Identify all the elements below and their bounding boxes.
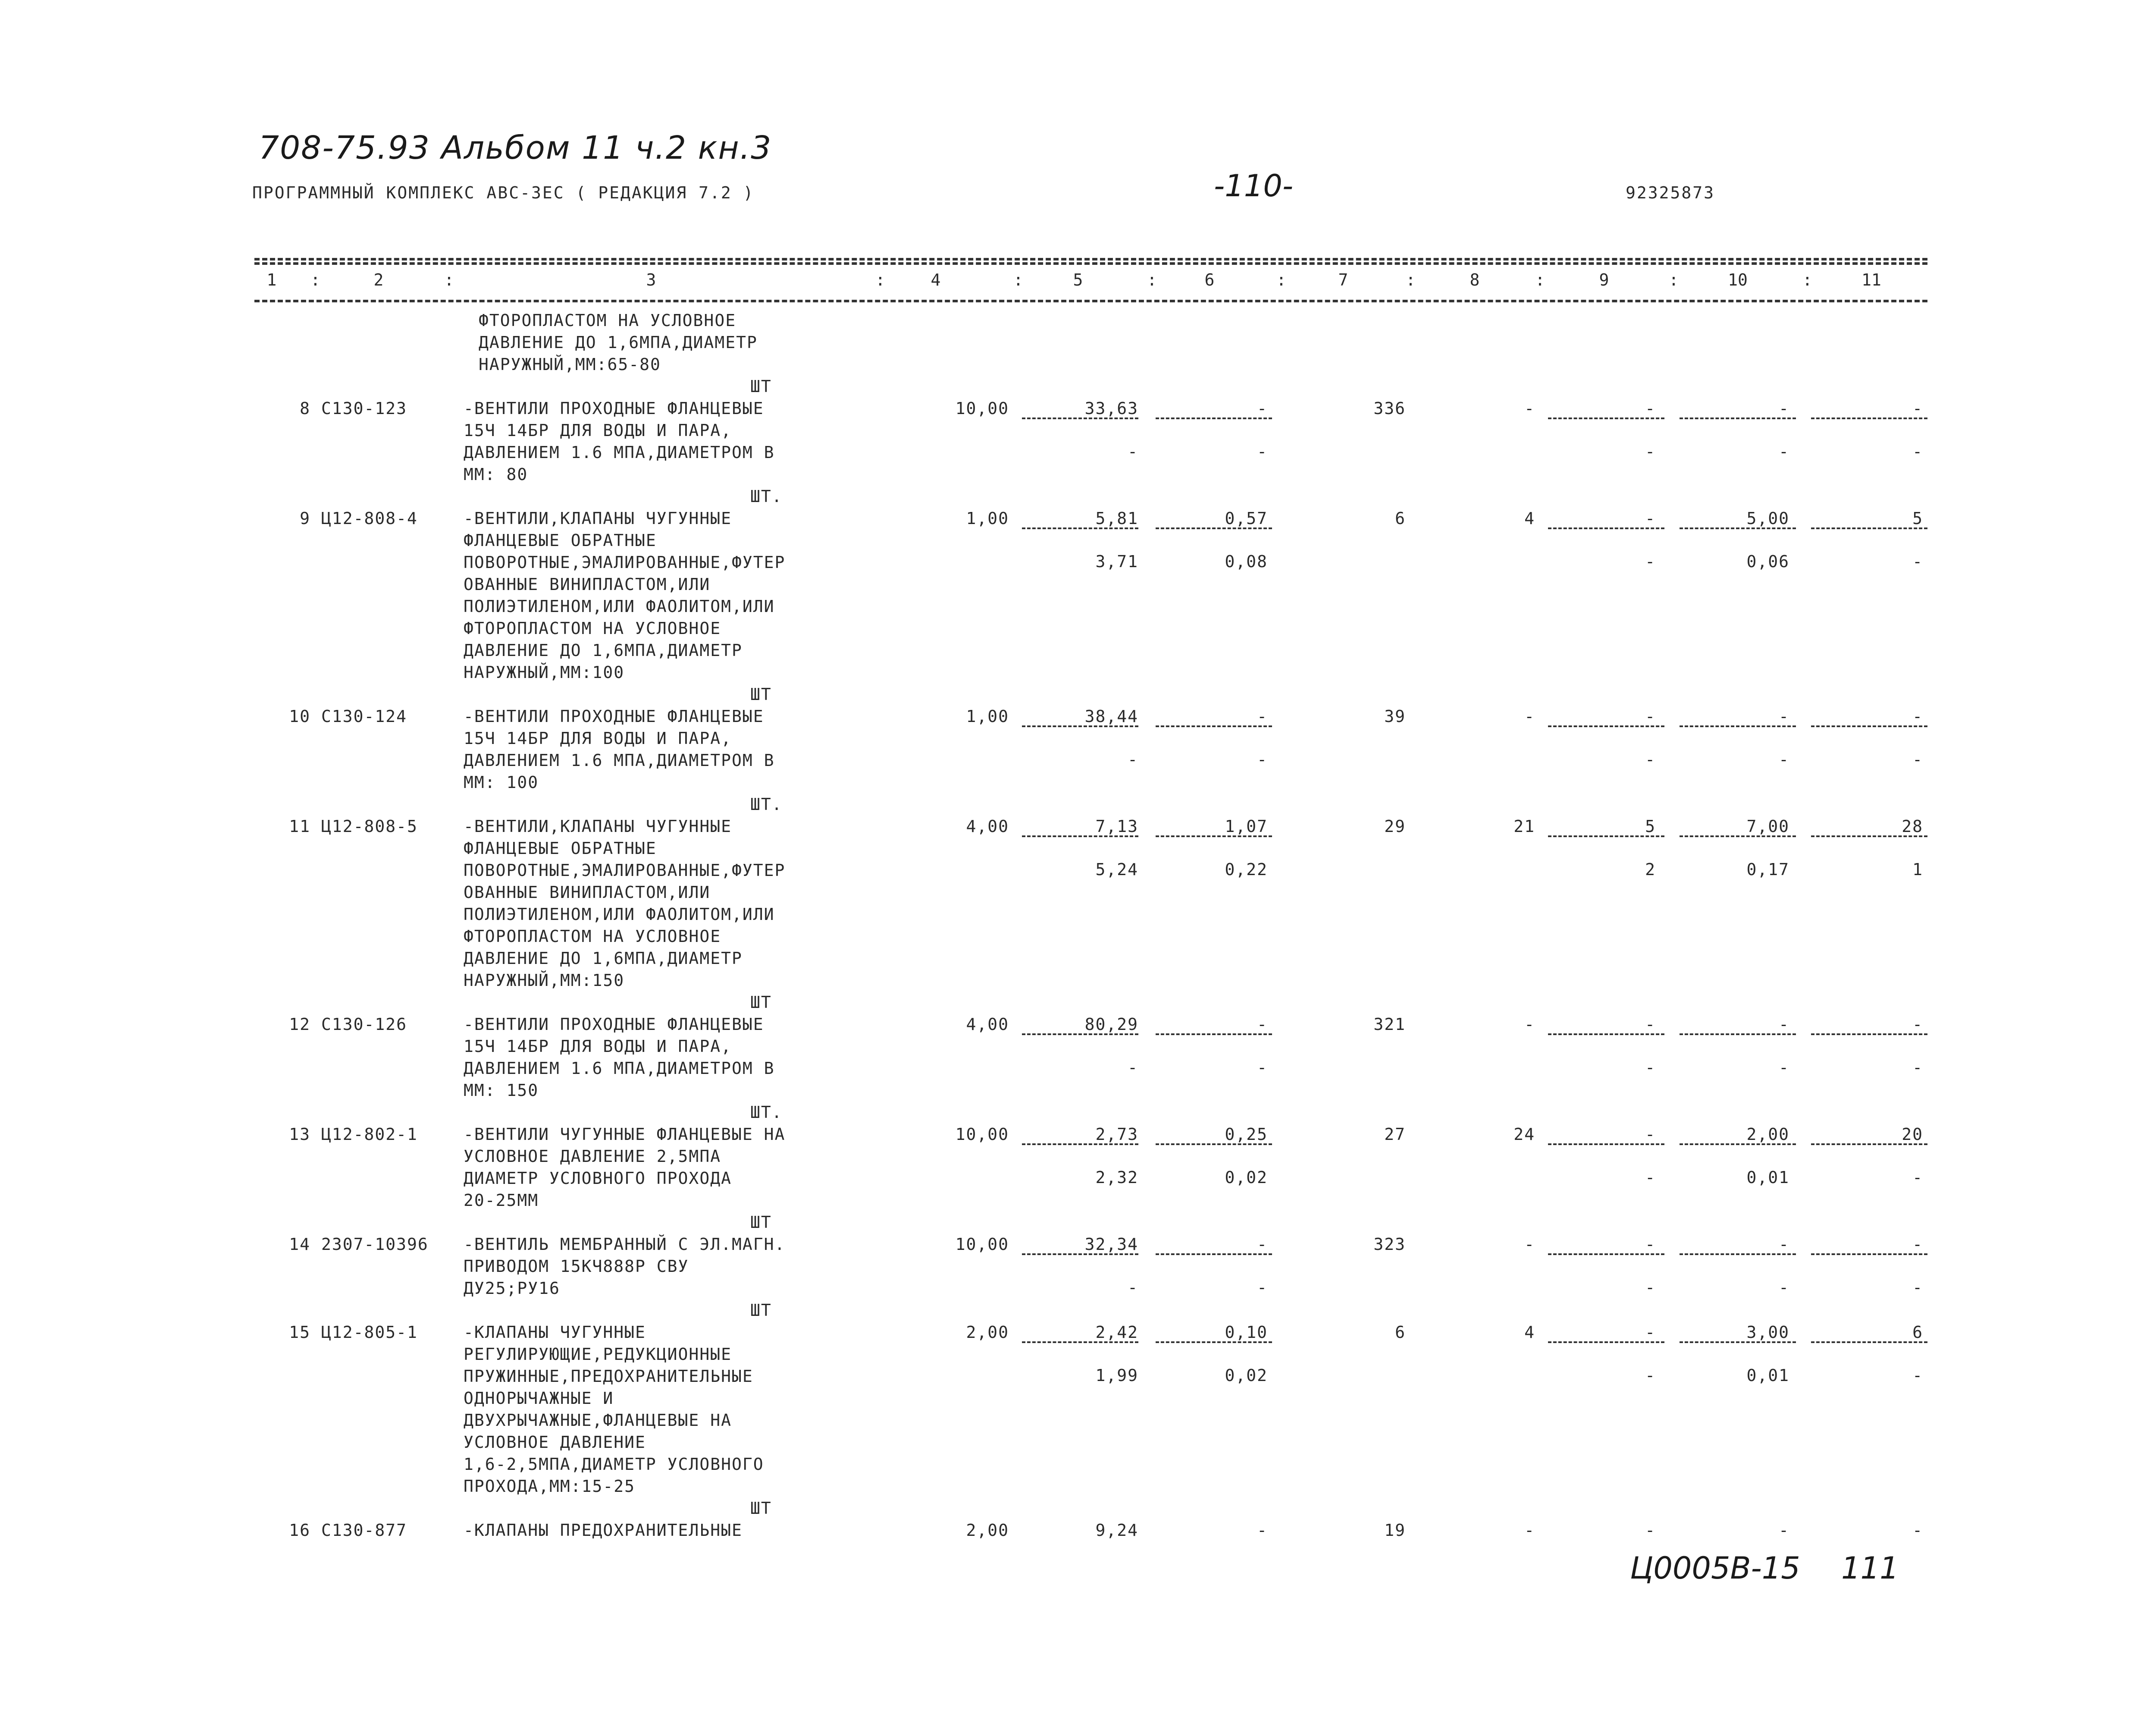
row-description-line: ПОВОРОТНЫЕ,ЭМАЛИРОВАННЫЕ,ФУТЕР [464,861,786,880]
value-c9-bottom: - [1645,552,1656,571]
row-description-line: -ВЕНТИЛИ ПРОХОДНЫЕ ФЛАНЦЕВЫЕ [464,707,764,726]
row-description-line: -ВЕНТИЛИ ЧУГУННЫЕ ФЛАНЦЕВЫЕ НА [464,1125,786,1144]
wages-total: 24 [1514,1125,1535,1144]
value-c6-top: - [1257,1235,1268,1254]
value-c6-top: 0,10 [1225,1323,1268,1342]
value-c6-top: 1,07 [1225,817,1268,836]
total-cost: 19 [1384,1521,1406,1540]
row-number: 16 [289,1521,310,1540]
row-description-line: 1,6-2,5МПА,ДИАМЕТР УСЛОВНОГО [464,1455,764,1474]
row-number: 10 [289,707,310,726]
value-c11-bottom: 1 [1912,860,1923,879]
value-c10-bottom: 0,01 [1746,1366,1789,1385]
cell-divider [1548,1143,1664,1145]
unit-of-measure: ШТ [750,993,772,1012]
value-c10-bottom: - [1779,1278,1789,1297]
value-c10-top: 7,00 [1746,817,1789,836]
value-c9-top: - [1645,707,1656,726]
row-description-line: -ВЕНТИЛИ ПРОХОДНЫЕ ФЛАНЦЕВЫЕ [464,1015,764,1034]
cell-divider [1156,725,1272,727]
cell-divider [1811,527,1927,529]
row-description-line: -КЛАПАНЫ ПРЕДОХРАНИТЕЛЬНЫЕ [464,1521,743,1540]
column-separator: : [1276,270,1286,289]
column-header-8: 8 [1470,270,1480,289]
row-description-line: ДУ25;РУ16 [464,1279,560,1298]
quantity: 2,00 [966,1323,1009,1342]
cell-divider [1156,417,1272,419]
value-c6-bottom: 0,22 [1225,860,1268,879]
value-c5-top: 80,29 [1084,1015,1138,1034]
value-c11-bottom: - [1912,442,1923,461]
cell-divider [1022,417,1138,419]
row-description-line: ММ: 150 [464,1081,539,1100]
cell-divider [1811,1341,1927,1343]
column-separator: : [310,270,320,289]
value-c9-bottom: - [1645,1366,1656,1385]
price-code: С130-126 [321,1015,407,1034]
value-c11-bottom: - [1912,1058,1923,1077]
value-c5-top: 38,44 [1084,707,1138,726]
unit-of-measure: ШТ. [750,487,783,506]
row-description-line: ПРОХОДА,ММ:15-25 [464,1477,636,1496]
row-description-line: ДВУХРЫЧАЖНЫЕ,ФЛАНЦЕВЫЕ НА [464,1411,732,1430]
value-c10-top: - [1779,1521,1789,1540]
value-c10-top: 5,00 [1746,509,1789,528]
price-code: Ц12-808-4 [321,509,418,528]
row-number: 15 [289,1323,310,1342]
price-code: Ц12-805-1 [321,1323,418,1342]
cell-divider [1811,1033,1927,1035]
unit-of-measure: ШТ. [750,795,783,814]
row-description-line: -ВЕНТИЛЬ МЕМБРАННЫЙ С ЭЛ.МАГН. [464,1235,786,1254]
row-description-line: -ВЕНТИЛИ ПРОХОДНЫЕ ФЛАНЦЕВЫЕ [464,399,764,418]
value-c5-bottom: - [1128,1058,1138,1077]
total-cost: 39 [1384,707,1406,726]
cell-divider [1548,1253,1664,1255]
cell-divider [1156,527,1272,529]
quantity: 1,00 [966,707,1009,726]
value-c6-top: - [1257,1015,1268,1034]
row-description-line: ФТОРОПЛАСТОМ НА УСЛОВНОЕ [464,619,721,638]
document-number: 92325873 [1626,183,1715,202]
quantity: 4,00 [966,1015,1009,1034]
cell-divider [1680,725,1796,727]
row-description-line: ПОЛИЭТИЛЕНОМ,ИЛИ ФАОЛИТОМ,ИЛИ [464,905,775,924]
column-header-10: 10 [1728,270,1748,289]
quantity: 10,00 [955,1235,1009,1254]
row-description-line: НАРУЖНЫЙ,ММ:100 [464,663,625,682]
value-c10-top: - [1779,1235,1789,1254]
wages-total: - [1524,1015,1535,1034]
cell-divider [1548,1341,1664,1343]
row-number: 8 [300,399,310,418]
quantity: 10,00 [955,399,1009,418]
row-description-line: ФЛАНЦЕВЫЕ ОБРАТНЫЕ [464,531,657,550]
cell-divider [1680,1033,1796,1035]
value-c11-bottom: - [1912,1168,1923,1187]
cell-divider [1680,835,1796,837]
value-c9-top: - [1645,1125,1656,1144]
value-c11-top: 5 [1912,509,1923,528]
value-c9-top: - [1645,509,1656,528]
value-c9-top: - [1645,1323,1656,1342]
value-c6-bottom: - [1257,442,1268,461]
row-description-line: ПОВОРОТНЫЕ,ЭМАЛИРОВАННЫЕ,ФУТЕР [464,553,786,572]
total-cost: 27 [1384,1125,1406,1144]
price-code: С130-123 [321,399,407,418]
cell-divider [1548,417,1664,419]
value-c10-top: 2,00 [1746,1125,1789,1144]
column-separator: : [1406,270,1416,289]
row-description-line: ФЛАНЦЕВЫЕ ОБРАТНЫЕ [464,839,657,858]
column-separator: : [1669,270,1679,289]
row-number: 12 [289,1015,310,1034]
table-top-rule-2 [254,262,1927,265]
column-separator: : [1013,270,1023,289]
value-c6-top: 0,25 [1225,1125,1268,1144]
cell-divider [1022,1341,1138,1343]
unit-of-measure: ШТ. [750,1103,783,1122]
value-c6-top: - [1257,399,1268,418]
row-description-line: ПРИВОДОМ 15КЧ888Р СВУ [464,1257,689,1276]
carryover-line: НАРУЖНЫЙ,ММ:65-80 [479,355,661,374]
row-description-line: ФТОРОПЛАСТОМ НА УСЛОВНОЕ [464,927,721,946]
value-c11-bottom: - [1912,552,1923,571]
column-header-2: 2 [373,270,384,289]
value-c5-top: 33,63 [1084,399,1138,418]
value-c9-bottom: - [1645,1168,1656,1187]
cell-divider [1156,1033,1272,1035]
value-c9-top: - [1645,1015,1656,1034]
value-c5-bottom: - [1128,750,1138,769]
column-header-3: 3 [646,270,656,289]
row-description-line: ДАВЛЕНИЕМ 1.6 МПА,ДИАМЕТРОМ В [464,751,775,770]
row-description-line: 15Ч 14БР ДЛЯ ВОДЫ И ПАРА, [464,421,732,440]
value-c6-top: - [1257,1521,1268,1540]
value-c10-top: - [1779,1015,1789,1034]
value-c9-bottom: - [1645,1278,1656,1297]
cell-divider [1022,527,1138,529]
value-c10-bottom: - [1779,1058,1789,1077]
row-description-line: ММ: 80 [464,465,528,484]
cell-divider [1548,725,1664,727]
cell-divider [1022,725,1138,727]
column-separator: : [1535,270,1545,289]
value-c6-bottom: - [1257,1278,1268,1297]
value-c9-bottom: 2 [1645,860,1656,879]
quantity: 1,00 [966,509,1009,528]
wages-total: - [1524,399,1535,418]
total-cost: 6 [1395,1323,1406,1342]
cell-divider [1548,835,1664,837]
value-c5-bottom: 2,32 [1095,1168,1138,1187]
cell-divider [1811,1143,1927,1145]
value-c6-top: 0,57 [1225,509,1268,528]
value-c11-top: - [1912,1015,1923,1034]
value-c10-bottom: - [1779,750,1789,769]
value-c11-top: 20 [1902,1125,1923,1144]
value-c10-top: - [1779,399,1789,418]
row-description-line: 20-25ММ [464,1191,539,1210]
price-code: С130-124 [321,707,407,726]
cell-divider [1811,725,1927,727]
row-description-line: ПРУЖИННЫЕ,ПРЕДОХРАНИТЕЛЬНЫЕ [464,1367,753,1386]
value-c10-bottom: 0,06 [1746,552,1789,571]
value-c5-bottom: - [1128,1278,1138,1297]
quantity: 2,00 [966,1521,1009,1540]
row-description-line: РЕГУЛИРУЮЩИЕ,РЕДУКЦИОННЫЕ [464,1345,732,1364]
column-header-11: 11 [1861,270,1881,289]
value-c9-top: - [1645,1521,1656,1540]
row-description-line: ДАВЛЕНИЕ ДО 1,6МПА,ДИАМЕТР [464,641,743,660]
value-c10-bottom: 0,01 [1746,1168,1789,1187]
row-description-line: ДАВЛЕНИЕМ 1.6 МПА,ДИАМЕТРОМ В [464,1059,775,1078]
wages-total: - [1524,1521,1535,1540]
row-description-line: -ВЕНТИЛИ,КЛАПАНЫ ЧУГУННЫЕ [464,509,732,528]
row-description-line: ДАВЛЕНИЕМ 1.6 МПА,ДИАМЕТРОМ В [464,443,775,462]
total-cost: 29 [1384,817,1406,836]
unit-of-measure: ШТ [750,377,772,396]
value-c10-top: 3,00 [1746,1323,1789,1342]
row-description-line: 15Ч 14БР ДЛЯ ВОДЫ И ПАРА, [464,1037,732,1056]
value-c10-top: - [1779,707,1789,726]
total-cost: 336 [1373,399,1406,418]
column-separator: : [1802,270,1812,289]
cell-divider [1156,1253,1272,1255]
cell-divider [1548,527,1664,529]
value-c5-bottom: 5,24 [1095,860,1138,879]
row-number: 11 [289,817,310,836]
wages-total: 21 [1514,817,1535,836]
value-c6-bottom: 0,08 [1225,552,1268,571]
cell-divider [1680,1341,1796,1343]
value-c9-bottom: - [1645,442,1656,461]
value-c9-top: 5 [1645,817,1656,836]
value-c5-bottom: - [1128,442,1138,461]
cell-divider [1680,417,1796,419]
value-c5-bottom: 1,99 [1095,1366,1138,1385]
unit-of-measure: ШТ [750,1213,772,1232]
row-number: 9 [300,509,310,528]
quantity: 4,00 [966,817,1009,836]
row-description-line: УСЛОВНОЕ ДАВЛЕНИЕ 2,5МПА [464,1147,721,1166]
value-c6-bottom: - [1257,750,1268,769]
column-header-5: 5 [1073,270,1083,289]
value-c11-bottom: - [1912,1366,1923,1385]
row-description-line: ПОЛИЭТИЛЕНОМ,ИЛИ ФАОЛИТОМ,ИЛИ [464,597,775,616]
value-c5-top: 2,42 [1095,1323,1138,1342]
cell-divider [1156,1143,1272,1145]
total-cost: 6 [1395,509,1406,528]
unit-of-measure: ШТ [750,1301,772,1320]
cell-divider [1156,835,1272,837]
cell-divider [1811,417,1927,419]
row-description-line: ДАВЛЕНИЕ ДО 1,6МПА,ДИАМЕТР [464,949,743,968]
carryover-line: ФТОРОПЛАСТОМ НА УСЛОВНОЕ [479,311,736,330]
total-cost: 323 [1373,1235,1406,1254]
row-description-line: -КЛАПАНЫ ЧУГУННЫЕ [464,1323,646,1342]
value-c5-top: 32,34 [1084,1235,1138,1254]
wages-total: 4 [1524,1323,1535,1342]
row-description-line: -ВЕНТИЛИ,КЛАПАНЫ ЧУГУННЫЕ [464,817,732,836]
handwritten-album-title: 708-75.93 Альбом 11 ч.2 кн.3 [259,129,772,166]
total-cost: 321 [1373,1015,1406,1034]
cell-divider [1022,1253,1138,1255]
column-separator: : [1147,270,1157,289]
row-description-line: УСЛОВНОЕ ДАВЛЕНИЕ [464,1433,646,1452]
row-description-line: 15Ч 14БР ДЛЯ ВОДЫ И ПАРА, [464,729,732,748]
value-c9-top: - [1645,1235,1656,1254]
cell-divider [1548,1033,1664,1035]
carryover-line: ДАВЛЕНИЕ ДО 1,6МПА,ДИАМЕТР [479,333,758,352]
column-header-9: 9 [1599,270,1609,289]
unit-of-measure: ШТ [750,685,772,704]
value-c6-top: - [1257,707,1268,726]
value-c11-top: - [1912,1235,1923,1254]
price-code: 2307-10396 [321,1235,429,1254]
table-header-rule [254,300,1927,302]
value-c5-bottom: 3,71 [1095,552,1138,571]
column-header-7: 7 [1338,270,1348,289]
row-number: 14 [289,1235,310,1254]
column-header-6: 6 [1204,270,1215,289]
value-c11-bottom: - [1912,750,1923,769]
column-header-4: 4 [931,270,941,289]
cell-divider [1680,527,1796,529]
handwritten-sheet-number: 111 [1841,1551,1899,1586]
cell-divider [1680,1253,1796,1255]
value-c10-bottom: - [1779,442,1789,461]
cell-divider [1811,835,1927,837]
price-code: Ц12-808-5 [321,817,418,836]
wages-total: - [1524,1235,1535,1254]
row-description-line: ДИАМЕТР УСЛОВНОГО ПРОХОДА [464,1169,732,1188]
cell-divider [1022,1033,1138,1035]
value-c9-bottom: - [1645,750,1656,769]
quantity: 10,00 [955,1125,1009,1144]
wages-total: 4 [1524,509,1535,528]
row-description-line: НАРУЖНЫЙ,ММ:150 [464,971,625,990]
price-code: С130-877 [321,1521,407,1540]
row-description-line: ОВАННЫЕ ВИНИПЛАСТОМ,ИЛИ [464,575,711,594]
unit-of-measure: ШТ [750,1499,772,1518]
wages-total: - [1524,707,1535,726]
cell-divider [1811,1253,1927,1255]
value-c9-bottom: - [1645,1058,1656,1077]
cell-divider [1680,1143,1796,1145]
handwritten-page-number: -110- [1214,168,1294,204]
price-code: Ц12-802-1 [321,1125,418,1144]
value-c5-top: 5,81 [1095,509,1138,528]
column-separator: : [444,270,454,289]
value-c9-top: - [1645,399,1656,418]
handwritten-document-code: Ц0005В-15 [1630,1551,1800,1586]
program-header: ПРОГРАММНЫЙ КОМПЛЕКС АВС-ЗЕС ( РЕДАКЦИЯ 7.2 ) [252,183,755,202]
row-number: 13 [289,1125,310,1144]
value-c11-top: 6 [1912,1323,1923,1342]
value-c5-top: 7,13 [1095,817,1138,836]
row-description-line: ОДНОРЫЧАЖНЫЕ И [464,1389,614,1408]
value-c6-bottom: 0,02 [1225,1366,1268,1385]
value-c11-top: 28 [1902,817,1923,836]
value-c5-top: 2,73 [1095,1125,1138,1144]
cell-divider [1156,1341,1272,1343]
value-c11-top: - [1912,1521,1923,1540]
value-c5-top: 9,24 [1095,1521,1138,1540]
value-c11-top: - [1912,399,1923,418]
value-c6-bottom: 0,02 [1225,1168,1268,1187]
row-description-line: ММ: 100 [464,773,539,792]
cell-divider [1022,835,1138,837]
row-description-line: ОВАННЫЕ ВИНИПЛАСТОМ,ИЛИ [464,883,711,902]
value-c6-bottom: - [1257,1058,1268,1077]
value-c10-bottom: 0,17 [1746,860,1789,879]
table-top-rule [254,258,1927,261]
column-separator: : [875,270,885,289]
value-c11-top: - [1912,707,1923,726]
value-c11-bottom: - [1912,1278,1923,1297]
cell-divider [1022,1143,1138,1145]
column-header-1: 1 [266,270,277,289]
